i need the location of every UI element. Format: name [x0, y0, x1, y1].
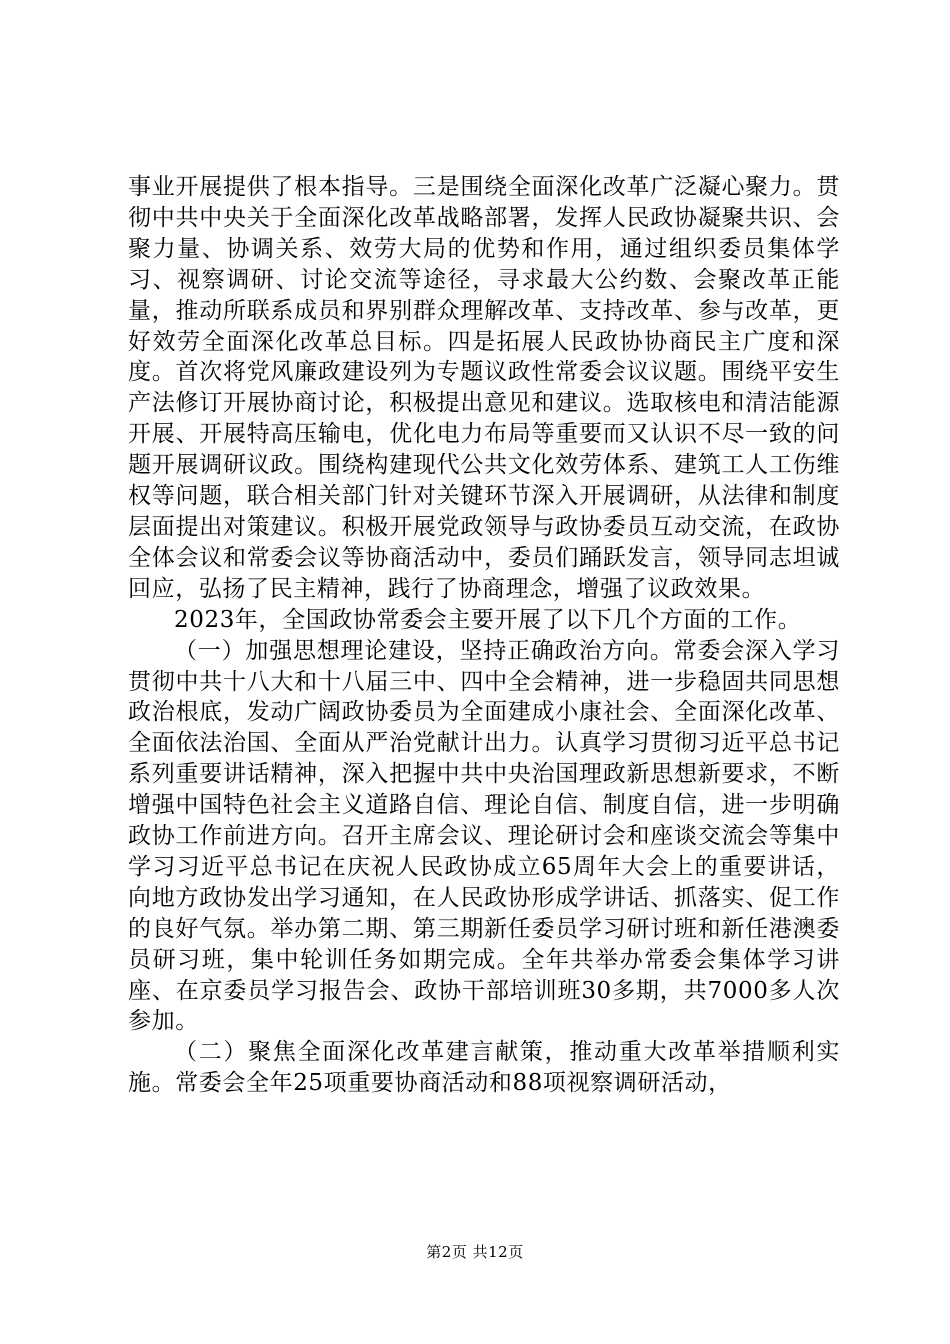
- paragraph-section-two: （二）聚焦全面深化改革建言献策，推动重大改革举措顺利实施。常委会全年25项重要协商活动和88项视察调研活动，: [128, 1039, 840, 1097]
- paragraph-2023-intro: 2023年，全国政协常委会主要开展了以下几个方面的工作。: [174, 606, 802, 633]
- paragraph-section-one: （一）加强思想理论建设，坚持正确政治方向。常委会深入学习贯彻中共十八大和十八届三中、四中全会精神，进一步稳固共同思想政治根底，发动广阔政协委员为全面建成小康社会、全面深化改革、全面依法治国、全面从严治党献计出力。认真学习贯彻习近平总书记系列重要讲话精神，深入把握中共中央治国理政新思想新要求，不断增强中国特色社会主义道路自信、理论自信、制度自信，进一步明确政协工作前进方向。召开主席会议、理论研讨会和座谈交流会等集中学习习近平总书记在庆祝人民政协成立65周年大会上的重要讲话，向地方政协发出学习通知，在人民政协形成学讲话、抓落实、促工作的良好气氛。举办第二期、第三期新任委员学习研讨班和新任港澳委员研习班，集中轮训任务如期完成。全年共举办常委会集体学习讲座、在京委员学习报告会、政协干部培训班30多期，共7000多人次参加。: [128, 637, 840, 1035]
- document-body: [128, 172, 840, 1099]
- paragraph-continuation: 事业开展提供了根本指导。三是围绕全面深化改革广泛凝心聚力。贯彻中共中央关于全面深化改革战略部署，发挥人民政协凝聚共识、会聚力量、协调关系、效劳大局的优势和作用，通过组织委员集体学习、视察调研、讨论交流等途径，寻求最大公约数、会聚改革正能量，推动所联系成员和界别群众理解改革、支持改革、参与改革，更好效劳全面深化改革总目标。四是拓展人民政协协商民主广度和深度。首次将党风廉政建设列为专题议政性常委会议议题。围绕平安生产法修订开展协商讨论，积极提出意见和建议。选取核电和清洁能源开展、开展特高压输电，优化电力布局等重要而又认识不尽一致的问题开展调研议政。围绕构建现代公共文化效劳体系、建筑工人工伤维权等问题，联合相关部门针对关键环节深入开展调研，从法律和制度层面提出对策建议。积极开展党政领导与政协委员互动交流，在政协全体会议和常委会议等协商活动中，委员们踊跃发言，领导同志坦诚回应，弘扬了民主精神，践行了协商理念，增强了议政效果。: [128, 174, 840, 602]
- page-number-footer: 第2页 共12页: [426, 1243, 524, 1261]
